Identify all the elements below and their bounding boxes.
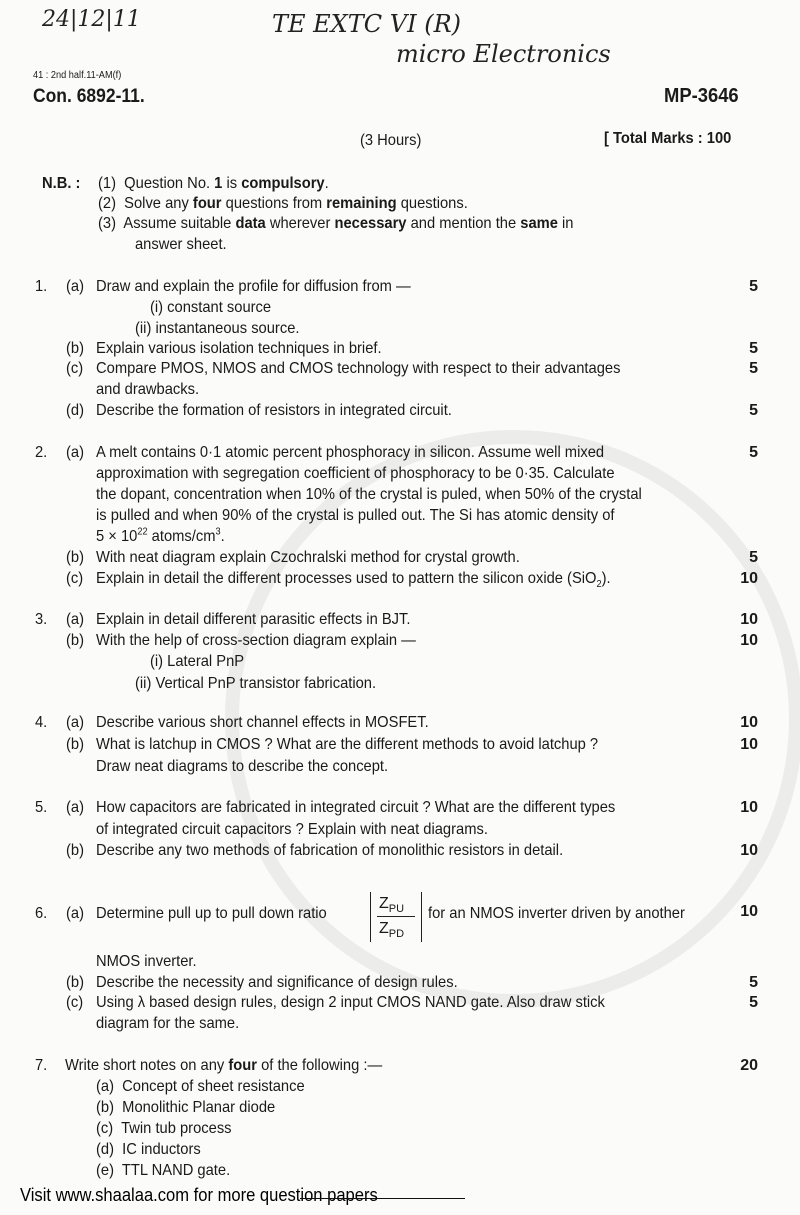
question-number: 1. bbox=[35, 278, 48, 295]
question-text: Determine pull up to pull down ratio bbox=[96, 905, 327, 922]
marks: 5 bbox=[749, 340, 758, 357]
question-text: Describe various short channel effects in MOSFET. bbox=[96, 714, 429, 731]
list-item: (a) Concept of sheet resistance bbox=[96, 1078, 305, 1095]
marks: 5 bbox=[749, 994, 758, 1011]
nb-label: N.B. : bbox=[42, 175, 81, 192]
nb-item-continued: answer sheet. bbox=[135, 236, 227, 253]
question-text: Write short notes on any four of the following :— bbox=[65, 1057, 383, 1074]
marks: 5 bbox=[749, 444, 758, 461]
marks: 10 bbox=[740, 842, 758, 859]
question-number: 3. bbox=[35, 611, 48, 628]
part-label: (a) bbox=[66, 611, 84, 628]
sub-item: (ii) instantaneous source. bbox=[135, 320, 300, 337]
question-text: diagram for the same. bbox=[96, 1015, 240, 1032]
duration: (3 Hours) bbox=[360, 132, 422, 149]
ratio-fraction bbox=[370, 892, 422, 942]
question-text: With the help of cross-section diagram explain — bbox=[96, 632, 416, 649]
question-text: Describe any two methods of fabrication of monolithic resistors in detail. bbox=[96, 842, 564, 859]
question-text: is pulled and when 90% of the crystal is pulled out. The Si has atomic density of bbox=[96, 507, 615, 524]
question-text: Describe the necessity and significance of design rules. bbox=[96, 974, 458, 991]
question-text: With neat diagram explain Czochralski method for crystal growth. bbox=[96, 549, 520, 566]
footer-underline bbox=[300, 1198, 465, 1199]
con-number: Con. 6892-11. bbox=[33, 86, 145, 107]
part-label: (b) bbox=[66, 632, 84, 649]
marks: 5 bbox=[749, 360, 758, 377]
question-text: Compare PMOS, NMOS and CMOS technology with respect to their advantages bbox=[96, 360, 621, 377]
part-label: (b) bbox=[66, 549, 84, 566]
marks: 5 bbox=[749, 402, 758, 419]
question-number: 6. bbox=[35, 905, 48, 922]
question-number: 7. bbox=[35, 1057, 48, 1074]
question-text: Explain in detail the different processes used to pattern the silicon oxide (SiO$_2$). bbox=[96, 570, 611, 591]
marks: 10 bbox=[740, 611, 758, 628]
handwritten-date: 24|12|11 bbox=[42, 7, 141, 32]
question-text: Draw and explain the profile for diffusion from — bbox=[96, 278, 411, 295]
question-text: of integrated circuit capacitors ? Explain with neat diagrams. bbox=[96, 821, 488, 838]
question-text: and drawbacks. bbox=[96, 381, 200, 398]
handwritten-subject: micro Electronics bbox=[396, 40, 611, 68]
marks: 10 bbox=[740, 799, 758, 816]
question-text: NMOS inverter. bbox=[96, 953, 197, 970]
question-text: What is latchup in CMOS ? What are the different methods to avoid latchup ? bbox=[96, 736, 599, 753]
question-text: Using λ based design rules, design 2 input CMOS NAND gate. Also draw stick bbox=[96, 994, 605, 1011]
part-label: (b) bbox=[66, 736, 84, 753]
part-label: (a) bbox=[66, 278, 84, 295]
paper-code: 41 : 2nd half.11-AM(f) bbox=[33, 70, 122, 81]
sub-item: (i) Lateral PnP bbox=[150, 653, 245, 670]
question-text: A melt contains 0·1 atomic percent phosphoracy in silicon. Assume well mixed bbox=[96, 444, 605, 461]
list-item: (d) IC inductors bbox=[96, 1141, 201, 1158]
marks: 10 bbox=[740, 570, 758, 587]
question-text: approximation with segregation coefficient of phosphoracy to be 0·35. Calculate bbox=[96, 465, 615, 482]
marks: 5 bbox=[749, 974, 758, 991]
marks: 20 bbox=[740, 1057, 758, 1074]
nb-item: (1) Question No. 1 is compulsory. bbox=[98, 175, 329, 192]
part-label: (c) bbox=[66, 360, 84, 377]
question-text: for an NMOS inverter driven by another bbox=[428, 905, 685, 922]
part-label: (b) bbox=[66, 340, 84, 357]
part-label: (a) bbox=[66, 905, 84, 922]
part-label: (b) bbox=[66, 842, 84, 859]
question-text: Explain in detail different parasitic effects in BJT. bbox=[96, 611, 411, 628]
footer-link-text[interactable]: Visit www.shaalaa.com for more question papers bbox=[20, 1185, 378, 1205]
question-text: the dopant, concentration when 10% of the crystal is puled, when 50% of the crystal bbox=[96, 486, 642, 503]
question-number: 4. bbox=[35, 714, 48, 731]
part-label: (c) bbox=[66, 570, 84, 587]
handwritten-course: TE EXTC VI (R) bbox=[272, 10, 461, 38]
list-item: (e) TTL NAND gate. bbox=[96, 1162, 231, 1179]
marks: 10 bbox=[740, 632, 758, 649]
question-number: 2. bbox=[35, 444, 48, 461]
marks: 5 bbox=[749, 549, 758, 566]
part-label: (a) bbox=[66, 799, 84, 816]
question-text: Draw neat diagrams to describe the concept. bbox=[96, 758, 389, 775]
nb-item: (2) Solve any four questions from remaining questions. bbox=[98, 195, 468, 212]
question-number: 5. bbox=[35, 799, 48, 816]
question-text: Explain various isolation techniques in brief. bbox=[96, 340, 382, 357]
part-label: (c) bbox=[66, 994, 84, 1011]
part-label: (a) bbox=[66, 444, 84, 461]
fraction-denominator: $Z_{PD}$ bbox=[379, 920, 405, 941]
sub-item: (ii) Vertical PnP transistor fabrication. bbox=[135, 675, 377, 692]
fraction-numerator: $Z_{PU}$ bbox=[379, 895, 405, 916]
part-label: (b) bbox=[66, 974, 84, 991]
marks: 10 bbox=[740, 714, 758, 731]
nb-item: (3) Assume suitable data wherever necessary and mention the same in bbox=[98, 215, 574, 232]
question-text: $5 \times 10^{22}$ atoms/$cm^3$. bbox=[96, 526, 225, 545]
marks: 5 bbox=[749, 278, 758, 295]
paper-number: MP-3646 bbox=[664, 85, 739, 107]
total-marks: [ Total Marks : 100 bbox=[604, 130, 732, 147]
sub-item: (i) constant source bbox=[150, 299, 272, 316]
list-item: (c) Twin tub process bbox=[96, 1120, 232, 1137]
list-item: (b) Monolithic Planar diode bbox=[96, 1099, 276, 1116]
marks: 10 bbox=[740, 736, 758, 753]
question-text: Describe the formation of resistors in integrated circuit. bbox=[96, 402, 452, 419]
marks: 10 bbox=[740, 903, 758, 920]
part-label: (d) bbox=[66, 402, 84, 419]
question-text: How capacitors are fabricated in integrated circuit ? What are the different types bbox=[96, 799, 616, 816]
part-label: (a) bbox=[66, 714, 84, 731]
